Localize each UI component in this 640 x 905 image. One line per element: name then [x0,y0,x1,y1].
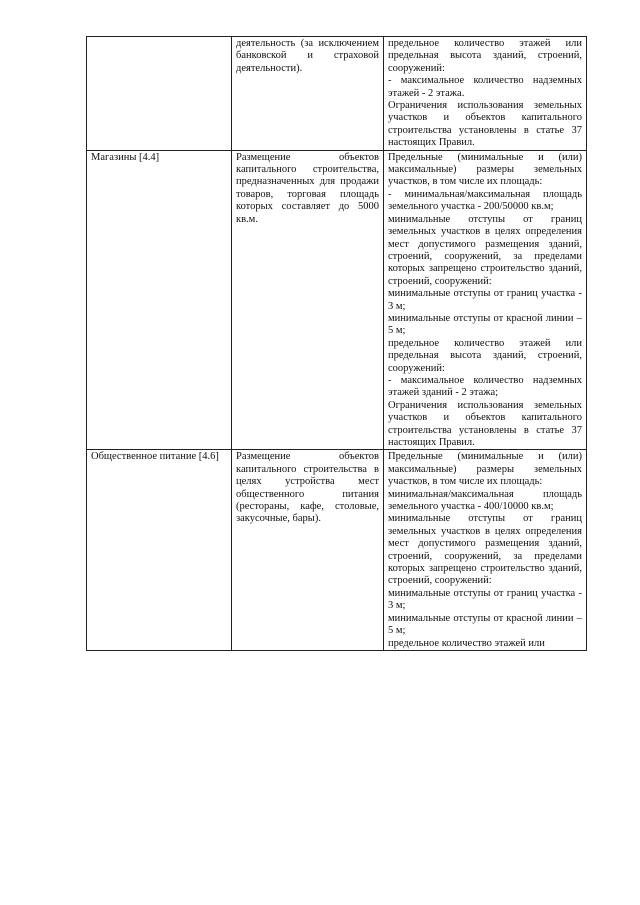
parameter-line: предельное количество этажей или предельная высота зданий, строений, сооружений: [388,38,582,74]
parameter-line: минимальные отступы от границ земельных участков в целях определения мест допустимого размещения зданий, строений, сооружений, за пределами которых запрещено строительство зданий, строений, сооружений: [388,213,582,287]
use-type-name: Магазины [4.4] [91,151,160,163]
use-description-cell [232,37,384,151]
parameter-line: - максимальное количество надземных этажей зданий - 2 этажа; [388,374,582,399]
parameter-line: - минимальная/максимальная площадь земельного участка - 200/50000 кв.м; [388,188,582,213]
use-type-cell [87,450,232,651]
land-use-table [86,36,587,651]
parameter-line: предельное количество этажей или предельная высота зданий, строений, сооружений: [388,337,582,374]
use-description-cell [232,150,384,450]
use-description: Размещение объектов капитального строительства, предназначенных для продажи товаров, торговая площадь которых составляет до 5000 кв.м. [236,151,379,225]
parameter-line: минимальные отступы от границ земельных участков в целях определения мест допустимого размещения зданий, строений, сооружений, за пределами которых запрещено строительство зданий, строений, сооружений: [388,513,582,587]
use-description: Размещение объектов капитального строительства в целях устройства мест общественного питания (рестораны, кафе, столовые, закусочные, бары). [236,451,379,525]
use-type-name: Общественное питание [4.6] [91,451,219,463]
parameter-line: минимальные отступы от границ участка - 3 м; [388,288,582,312]
use-description: деятельность (за исключением банковской и страховой деятельности). [236,38,379,74]
parameter-line: минимальные отступы от границ участка - 3 м; [388,587,582,612]
table-row [87,450,587,651]
table-row [87,150,587,450]
use-type-cell [87,150,232,450]
parameter-line: предельное количество этажей или [388,637,545,649]
use-parameters-cell [384,150,587,450]
parameter-line: минимальная/максимальная площадь земельного участка - 400/10000 кв.м; [388,488,582,513]
parameter-line: Ограничения использования земельных участков и объектов капитального строительства установлены в статье 37 настоящих Правил. [388,399,582,448]
use-parameters-cell [384,37,587,151]
use-description-cell [232,450,384,651]
parameter-line: - максимальное количество надземных этажей - 2 этажа. [388,75,582,99]
parameter-line: Предельные (минимальные и (или) максимальные) размеры земельных участков, в том числе их площадь: [388,151,582,188]
use-type-cell [87,37,232,151]
parameter-line: минимальные отступы от красной линии – 5 м; [388,612,582,637]
table-row [87,37,587,151]
parameter-line: Ограничения использования земельных участков и объектов капитального строительства установлены в статье 37 настоящих Правил. [388,100,582,149]
parameter-line: Предельные (минимальные и (или) максимальные) размеры земельных участков, в том числе их площадь: [388,451,582,488]
use-parameters-cell [384,450,587,651]
parameter-line: минимальные отступы от красной линии – 5 м; [388,312,582,337]
